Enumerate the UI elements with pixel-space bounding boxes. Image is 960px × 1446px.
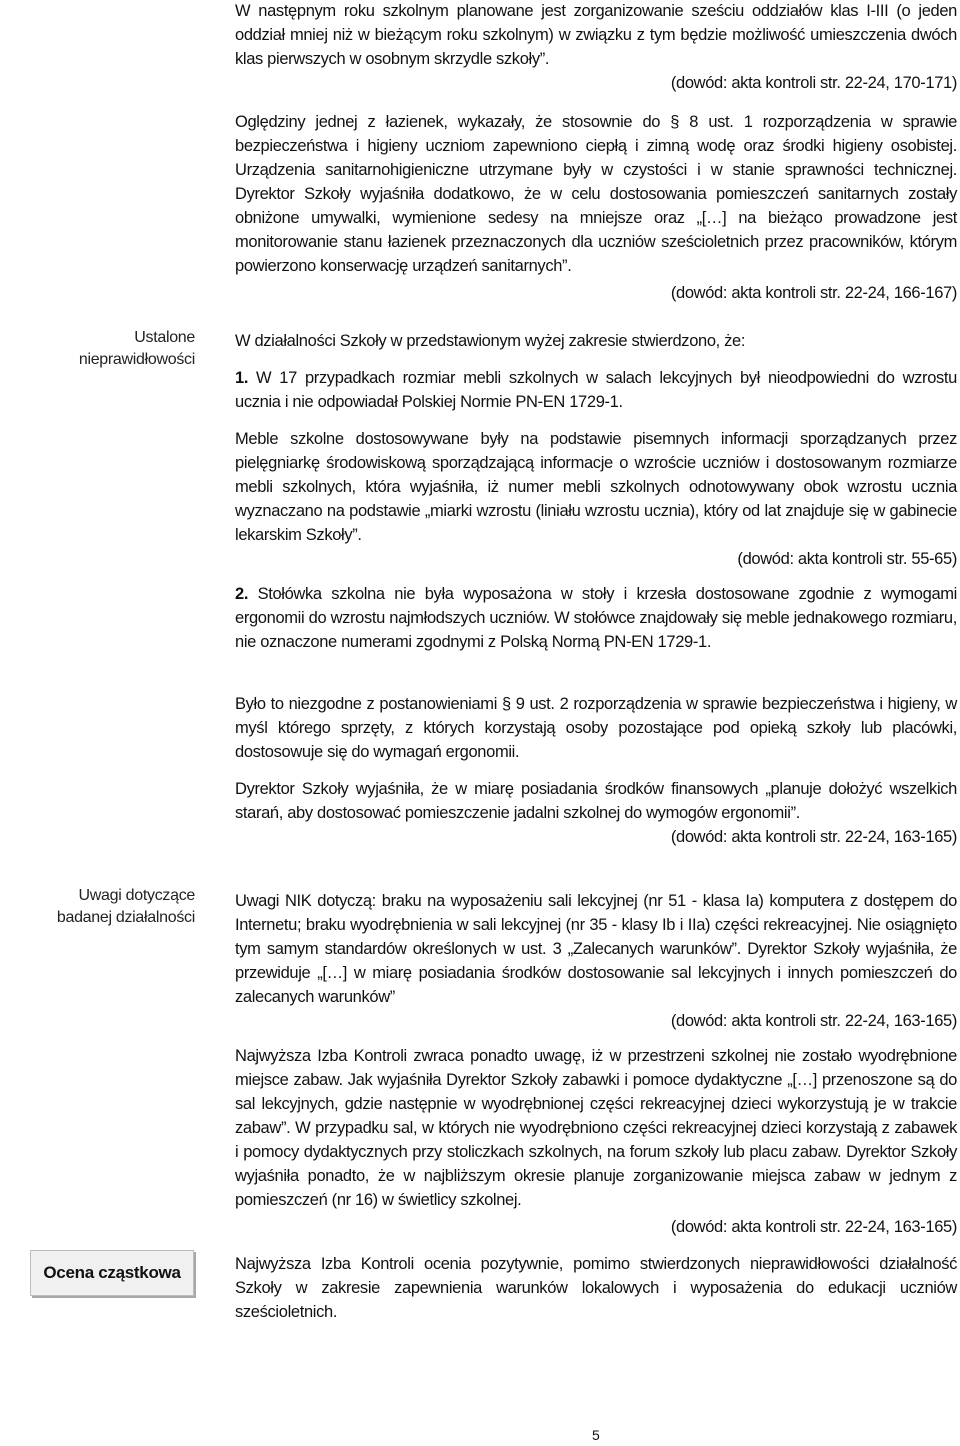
evidence-reference: (dowód: akta kontroli str. 22-24, 170-171) <box>670 74 957 92</box>
paragraph: Było to niezgodne z postanowieniami § 9 ust. 2 rozporządzenia w sprawie bezpieczeństwa i higieny, w myśl którego sprzęty, z których korzystają osoby pozostające pod opieką szkoły lub placówki, dostosowuje się do wymagań ergonomii. <box>235 695 957 761</box>
paragraph-block-11 <box>235 1252 957 1324</box>
paragraph-block-7 <box>235 692 957 764</box>
paragraph-block-1 <box>235 0 957 95</box>
paragraph-block-2 <box>235 110 957 278</box>
sidebar-label-line: Uwagi dotyczące <box>78 887 195 904</box>
list-number: 1. <box>235 369 249 387</box>
paragraph: Najwyższa Izba Kontroli ocenia pozytywnie, pomimo stwierdzonych nieprawidłowości działalność Szkoły w zakresie zapewnienia warunków lokalowych i wyposażenia do edukacji uczniów sześcioletnich. <box>235 1255 957 1321</box>
paragraph-block-4 <box>235 366 957 414</box>
paragraph-block-9 <box>235 889 957 1033</box>
paragraph-block-3 <box>235 329 957 353</box>
sidebar-label-line: badanej działalności <box>56 909 195 926</box>
list-number: 2. <box>235 585 249 603</box>
sidebar-label-line: nieprawidłowości <box>78 351 195 368</box>
evidence-reference: (dowód: akta kontroli str. 22-24, 163-165) <box>670 828 957 846</box>
paragraph: Uwagi NIK dotyczą: braku na wyposażeniu sali lekcyjnej (nr 51 - klasa Ia) komputera z dostępem do Internetu; braku wyodrębnienia w sali lekcyjnej (nr 35 - klasy Ib i IIa) części rekreacyjnej. Nie osiągnięto tym samym standardów określonych w ust. 3 „Zalecanych warunków”. Dyrektor Szkoły wyjaśniła, że przewiduje „[…] w miarę posiadania środków dostosowanie sal lekcyjnych i innych pomieszczeń do zalecanych warunków” <box>235 892 957 1006</box>
page-number: 5 <box>592 1427 600 1443</box>
sidebar-label-remarks <box>57 885 195 929</box>
paragraph-block-8 <box>235 777 957 849</box>
sidebar-label-irregularities <box>79 327 195 371</box>
paragraph: Dyrektor Szkoły wyjaśniła, że w miarę posiadania środków finansowych „planuje dołożyć wszelkich starań, aby dostosować pomieszczenie jadalni szkolnej do wymogów ergonomii”. <box>235 780 957 822</box>
evidence-reference-10: (dowód: akta kontroli str. 22-24, 163-165) <box>670 1218 957 1236</box>
paragraph: W działalności Szkoły w przedstawionym wyżej zakresie stwierdzono, że: <box>235 332 746 350</box>
paragraph-block-6 <box>235 582 957 654</box>
evidence-reference-2: (dowód: akta kontroli str. 22-24, 166-167) <box>670 284 957 302</box>
evidence-reference: (dowód: akta kontroli str. 55-65) <box>737 550 957 568</box>
paragraph-block-5 <box>235 427 957 571</box>
paragraph: Meble szkolne dostosowywane były na podstawie pisemnych informacji sporządzanych przez pielęgniarkę środowiskową sporządzającą informacje o wzroście uczniów i dostosowanym rozmiarze mebli szkolnych, która wyjaśniła, iż numer mebli szkolnych odnotowywany obok wzrostu ucznia wyznaczano na podstawie „miarki wzrostu (liniału wzrostu ucznia), który od lat znajduje się w gabinecie lekarskim Szkoły”. <box>235 430 957 544</box>
paragraph-block-10 <box>235 1044 957 1212</box>
paragraph: W następnym roku szkolnym planowane jest zorganizowanie sześciu oddziałów klas I-III (o jeden oddział mniej niż w bieżącym roku szkolnym) w związku z tym będzie możliwość umieszczenia dwóch klas pierwszych w osobnym skrzydle szkoły”. <box>235 2 957 68</box>
paragraph: Oględziny jednej z łazienek, wykazały, że stosownie do § 8 ust. 1 rozporządzenia w sprawie bezpieczeństwa i higieny uczniom zapewniono ciepłą i zimną wodę oraz środki higieny osobistej. Urządzenia sanitarnohigieniczne utrzymane były w czystości i w stanie sprawności technicznej. Dyrektor Szkoły wyjaśniła dodatkowo, że w celu dostosowania pomieszczeń sanitarnych zostały obniżone umywalki, wymienione sedesy na mniejsze oraz „[…] na bieżąco prowadzone jest monitorowanie stanu łazienek przeznaczonych dla uczniów sześcioletnich przez pracowników, którym powierzono konserwację urządzeń sanitarnych”. <box>235 113 957 275</box>
paragraph <box>235 582 957 654</box>
paragraph <box>235 366 957 414</box>
paragraph-text: Stołówka szkolna nie była wyposażona w stoły i krzesła dostosowane zgodnie z wymogami ergonomii do wzrostu najmłodszych uczniów. W stołówce znajdowały się meble jednakowego rozmiaru, nie oznaczone numerami zgodnymi z Polską Normą PN-EN 1729-1. <box>235 585 957 651</box>
sidebar-label-line: Ustalone <box>134 329 195 346</box>
paragraph-text: W 17 przypadkach rozmiar mebli szkolnych w salach lekcyjnych był nieodpowiedni do wzrostu ucznia i nie odpowiadał Polskiej Normie PN-EN 1729-1. <box>235 369 957 411</box>
partial-assessment-box: Ocena cząstkowa <box>30 1250 194 1296</box>
paragraph: Najwyższa Izba Kontroli zwraca ponadto uwagę, iż w przestrzeni szkolnej nie zostało wyodrębnione miejsce zabaw. Jak wyjaśniła Dyrektor Szkoły zabawki i pomoce dydaktyczne „[…] przenoszone są do sal lekcyjnych, gdzie następnie w wyodrębnionej części rekreacyjnej dzieci wykorzystują je w trakcie zabaw”. W przypadku sal, w których nie wyodrębniono części rekreacyjnej dzieci korzystają z zabawek i pomocy dydaktycznych przy stoliczkach szkolnych, na forum szkoły lub placu zabaw. Dyrektor Szkoły wyjaśniła ponadto, że w najbliższym okresie planuje zorganizowanie miejsca zabaw w jednym z pomieszczeń (nr 16) w świetlicy szkolnej. <box>235 1047 957 1209</box>
evidence-reference: (dowód: akta kontroli str. 22-24, 163-165) <box>670 1012 957 1030</box>
